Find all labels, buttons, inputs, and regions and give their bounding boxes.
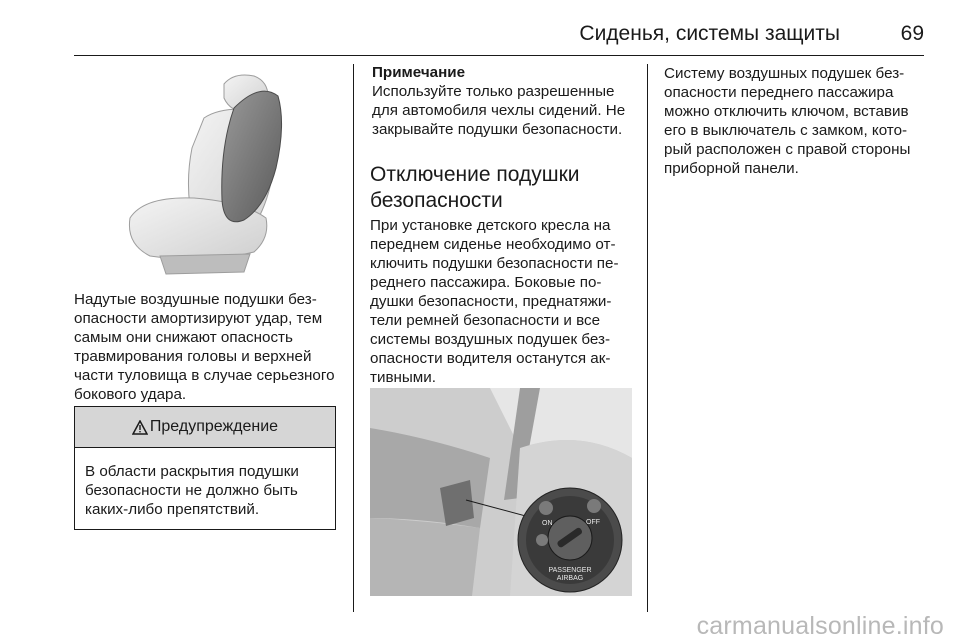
note-text: Используйте только разрешенные для автомобиля чехлы сидений. Не закрывайте подушки безопасности. <box>372 83 626 138</box>
section-paragraph: При установке детского кресла на переднем сиденье необходимо отключить подушки безопасности переднего пассажира. Боковые подушки безопасности, преднатяжители ремней безопасности и все системы воздушных подушек безопасности водителя останутся активными. <box>370 217 619 386</box>
right-paragraph: Систему воздушных подушек безопасности переднего пассажира можно отключить ключом, вставив его в выключатель с замком, который расположен с правой стороны приборной панели. <box>664 65 911 177</box>
header-title: Сиденья, системы защиты <box>579 22 840 45</box>
side-airbag-seat-illustration <box>74 68 336 280</box>
switch-off-label: OFF <box>586 519 600 526</box>
warning-title: Предупреждение <box>149 418 279 435</box>
switch-on-label: ON <box>542 520 553 527</box>
header-rule <box>74 55 924 56</box>
warning-header <box>75 407 335 448</box>
warning-text: В области раскрытия подушки безопасности не должно быть каких-либо препятствий. <box>85 463 299 518</box>
warning-box <box>74 406 336 530</box>
note-title: Примечание <box>372 64 466 81</box>
intro-paragraph: Надутые воздушные подушки безопасности амортизируют удар, тем самым они снижают опасность травмирования головы и верхней части туловища в случае серьезного бокового удара. <box>74 291 335 403</box>
switch-passenger-label: PASSENGER <box>548 567 592 574</box>
airbag-key-switch-illustration <box>370 388 632 596</box>
page-number: 69 <box>900 22 924 45</box>
seat-drawing <box>74 68 336 280</box>
column-divider-right <box>647 64 648 612</box>
column-divider-left <box>353 64 354 612</box>
switch-airbag-label: AIRBAG <box>556 575 584 582</box>
watermark: carmanualsonline.info <box>696 612 944 640</box>
dashboard-drawing <box>370 388 632 596</box>
section-heading: Отключение подушки безопасности <box>370 163 580 212</box>
page-header <box>0 0 960 60</box>
warning-triangle-icon <box>132 420 148 435</box>
